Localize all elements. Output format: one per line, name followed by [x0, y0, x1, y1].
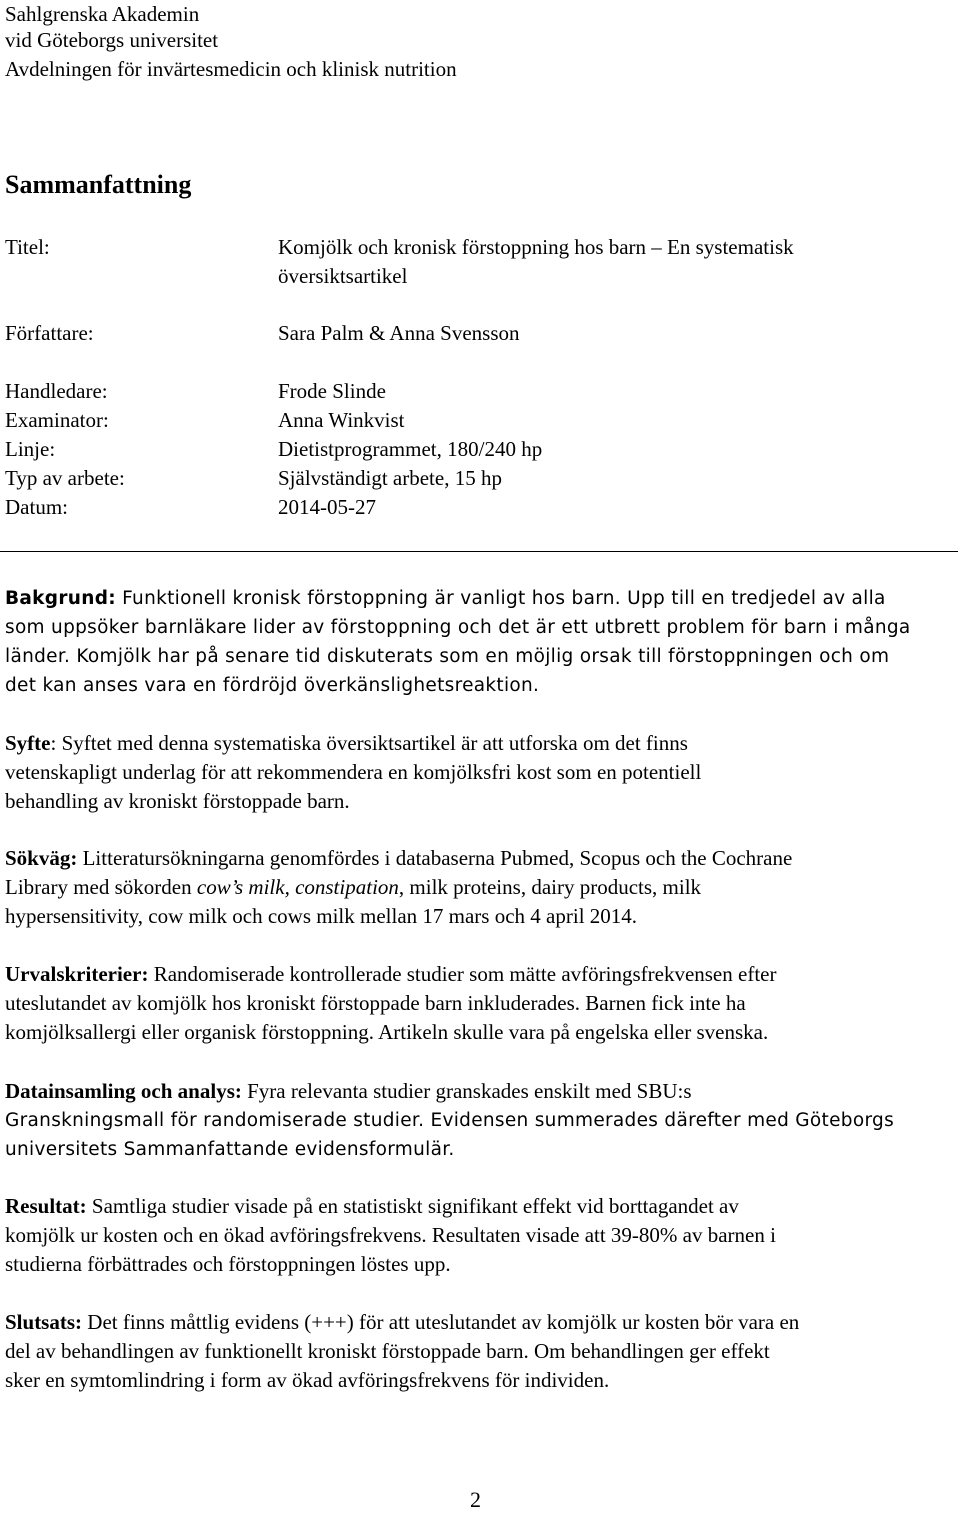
results-label: Resultat: — [5, 1194, 87, 1218]
section-data-collection: Datainsamling och analys: Fyra relevanta studier granskades enskilt med SBU:s Granskningsmall för randomiserade studier. Evidensen summerades därefter med Göteborgs universitets Sammanfattande evidensformulär. — [5, 1079, 895, 1160]
institution-university: vid Göteborgs universitet — [5, 28, 219, 52]
work-type-label: Typ av arbete: — [5, 466, 125, 490]
authors-label: Författare: — [5, 321, 94, 345]
selection-label: Urvalskriterier: — [5, 962, 149, 986]
section-selection-criteria: Urvalskriterier: Randomiserade kontrollerade studier som mätte avföringsfrekvensen efter uteslutandet av komjölk hos kroniskt förstoppade barn inkluderades. Barnen fick inte ha komjölksallergi eller organisk förstoppning. Artikeln skulle vara på engelska eller svenska. — [5, 962, 777, 1044]
page-number: 2 — [470, 1487, 481, 1512]
search-label: Sökväg: — [5, 846, 78, 870]
date-label: Datum: — [5, 495, 68, 519]
page-title: Sammanfattning — [5, 170, 192, 199]
title-value-line1: Komjölk och kronisk förstoppning hos barn – En systematisk — [278, 235, 794, 259]
section-conclusion: Slutsats: Det finns måttlig evidens (+++) för att uteslutandet av komjölk ur kosten bör vara en del av behandlingen av funktionellt kroniskt förstoppade barn. Om behandlingen ger effekt sker en symtomlindring i form av ökad avföringsfrekvens för individen. — [5, 1310, 800, 1392]
authors-value: Sara Palm & Anna Svensson — [278, 321, 520, 345]
aim-label: Syfte — [5, 731, 51, 755]
program-value: Dietistprogrammet, 180/240 hp — [278, 437, 543, 461]
conclusion-label: Slutsats: — [5, 1310, 83, 1334]
program-label: Linje: — [5, 437, 56, 461]
title-label: Titel: — [5, 235, 50, 259]
background-label: Bakgrund: — [5, 588, 116, 609]
institution-name: Sahlgrenska Akademin — [5, 2, 200, 26]
section-background: Bakgrund: Funktionell kronisk förstoppning är vanligt hos barn. Upp till en tredjedel av alla som uppsöker barnläkare lider av förstoppning och det är ett utbrett problem för barn i många länder. Komjölk har på senare tid diskuterats som en möjlig orsak till förstoppningen och om det kan anses vara en fördröjd överkänslighetsreaktion. — [5, 588, 911, 696]
examiner-value: Anna Winkvist — [278, 408, 405, 432]
title-value-line2: översiktsartikel — [278, 264, 408, 288]
supervisor-label: Handledare: — [5, 379, 108, 403]
data-collection-label: Datainsamling och analys: — [5, 1079, 242, 1103]
supervisor-value: Frode Slinde — [278, 379, 386, 403]
institution-department: Avdelningen för invärtesmedicin och klinisk nutrition — [5, 57, 457, 81]
section-results: Resultat: Samtliga studier visade på en statistiskt signifikant effekt vid borttagandet av komjölk ur kosten och en ökad avföringsfrekvens. Resultaten visade att 39-80% av barnen i studierna förbättrades och förstoppningen löstes upp. — [5, 1194, 776, 1276]
examiner-label: Examinator: — [5, 408, 109, 432]
section-aim: Syfte: Syftet med denna systematiska översiktsartikel är att utforska om det finns vetenskapligt underlag för att rekommendera en komjölksfri kost som en potentiell behandling av kroniskt förstoppade barn. — [5, 731, 702, 813]
work-type-value: Självständigt arbete, 15 hp — [278, 466, 502, 490]
section-search-strategy: Sökväg: Litteratursökningarna genomfördes i databaserna Pubmed, Scopus och the Cochrane Library med sökorden cow’s milk, constipation, milk proteins, dairy products, milk hypersensitivity, cow milk och cows milk mellan 17 mars och 4 april 2014. — [5, 846, 793, 928]
date-value: 2014-05-27 — [278, 495, 376, 519]
divider — [0, 551, 958, 552]
